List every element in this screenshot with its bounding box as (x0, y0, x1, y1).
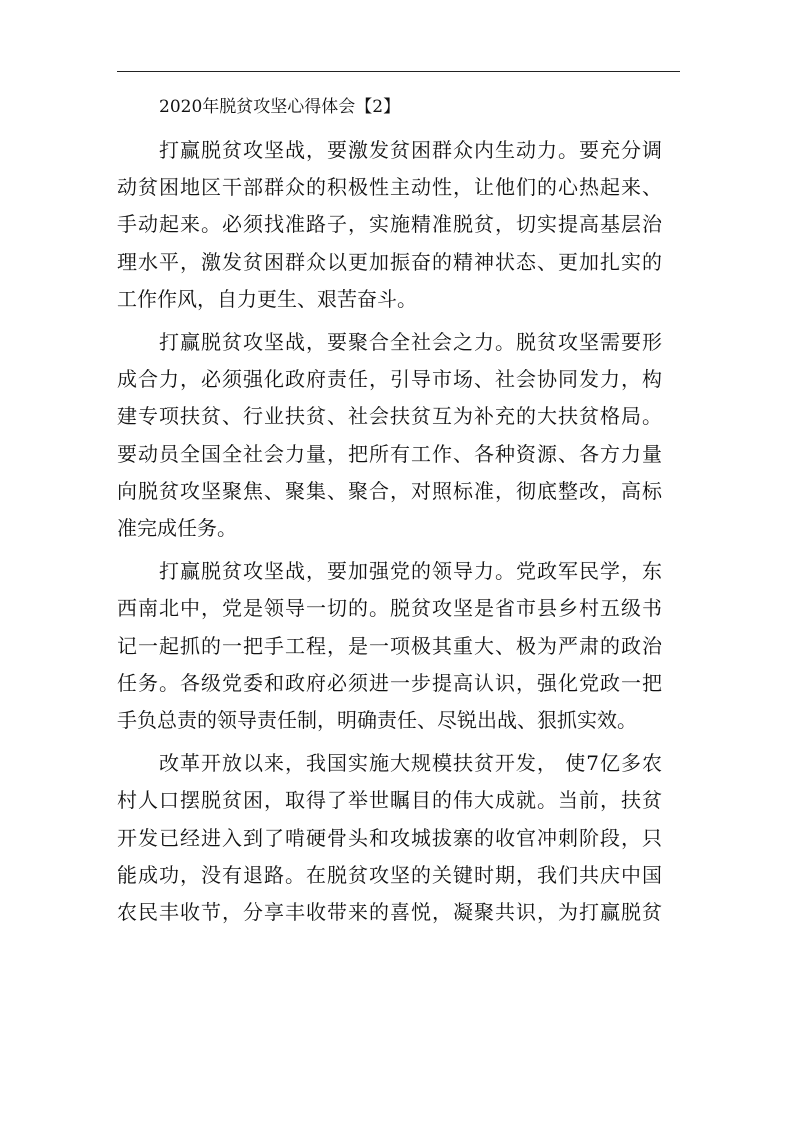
paragraph-3-line-3: 记一起抓的一把手工程，是一项极其重大、极为严肃的政治 (117, 633, 662, 658)
paragraph-2-line-2: 成合力，必须强化政府责任，引导市场、社会协同发力，构 (117, 367, 662, 392)
paragraph-4 (117, 745, 662, 931)
paragraph-1 (117, 132, 662, 318)
paragraph-1-line-3: 手动起来。必须找准路子，实施精准脱贫，切实提高基层治 (117, 212, 662, 237)
paragraph-4-line-3: 开发已经进入到了啃硬骨头和攻城拔寨的收官冲刺阶段，只 (117, 825, 662, 850)
paragraph-2 (117, 324, 662, 547)
paragraph-2-line-5: 向脱贫攻坚聚焦、聚集、聚合，对照标准，彻底整改，高标 (117, 478, 662, 503)
document-body (117, 95, 662, 931)
paragraph-3-line-4: 任务。各级党委和政府必须进一步提高认识，强化党政一把 (117, 670, 662, 695)
paragraph-2-line-6: 准完成任务。 (117, 516, 237, 541)
paragraph-1-line-5: 工作作风，自力更生、艰苦奋斗。 (117, 286, 417, 311)
paragraph-2-line-3: 建专项扶贫、行业扶贫、社会扶贫互为补充的大扶贫格局。 (117, 404, 662, 429)
paragraph-3 (117, 553, 662, 739)
paragraph-1-line-4: 理水平，激发贫困群众以更加振奋的精神状态、更加扎实的 (117, 249, 662, 274)
paragraph-1-line-1: 打赢脱贫攻坚战，要激发贫困群众内生动力。要充分调 (159, 138, 662, 162)
paragraph-4-line-1: 改革开放以来，我国实施大规模扶贫开发， 使7亿多农 (159, 751, 662, 776)
paragraph-3-line-2: 西南北中，党是领导一切的。脱贫攻坚是省市县乡村五级书 (117, 596, 662, 621)
header-rule (117, 71, 680, 72)
paragraph-3-line-5: 手负总责的领导责任制，明确责任、尽锐出战、狠抓实效。 (117, 708, 637, 733)
document-title: 2020年脱贫攻坚心得体会【2】 (159, 97, 401, 117)
paragraph-4-line-4: 能成功，没有退路。在脱贫攻坚的关键时期，我们共庆中国 (117, 862, 662, 887)
paragraph-3-line-1: 打赢脱贫攻坚战，要加强党的领导力。党政军民学，东 (159, 559, 662, 584)
paragraph-2-line-4: 要动员全国全社会力量，把所有工作、各种资源、各方力量 (117, 441, 662, 466)
paragraph-2-line-1: 打赢脱贫攻坚战，要聚合全社会之力。脱贫攻坚需要形 (159, 330, 662, 355)
paragraph-4-line-5: 农民丰收节，分享丰收带来的喜悦，凝聚共识，为打赢脱贫 (117, 900, 662, 925)
paragraph-1-line-2: 动贫困地区干部群众的积极性主动性，让他们的心热起来、 (117, 175, 662, 200)
paragraph-4-line-2: 村人口摆脱贫困，取得了举世瞩目的伟大成就。当前，扶贫 (117, 788, 662, 813)
